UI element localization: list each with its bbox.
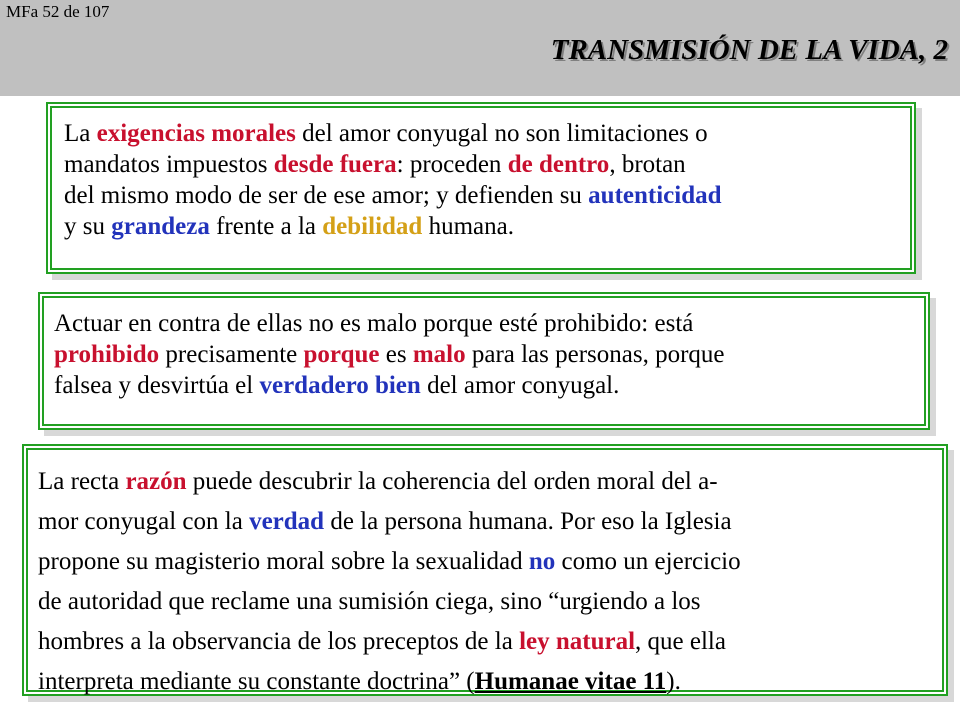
text-run: La recta bbox=[38, 468, 126, 495]
text-run: del mismo modo de ser de ese amor; y defienden su bbox=[64, 182, 589, 209]
text-run: del amor conyugal no son limitaciones o bbox=[295, 120, 708, 147]
citation-humanae-vitae: Humanae vitae 11 bbox=[474, 668, 667, 695]
text-run: es bbox=[379, 341, 413, 368]
text-run: propone su magisterio moral sobre la sexualidad bbox=[38, 548, 529, 575]
text-run: La bbox=[64, 120, 97, 147]
text-run: para las personas, porque bbox=[465, 341, 725, 368]
text-run: falsea y desvirtúa el bbox=[54, 372, 260, 399]
text-box-actuar bbox=[38, 292, 930, 430]
paragraph-exigencias bbox=[64, 118, 898, 242]
text-run: mor conyugal con la bbox=[38, 508, 250, 535]
paragraph-razon bbox=[38, 462, 932, 702]
text-run: del amor conyugal. bbox=[420, 372, 620, 399]
text-run: de la persona humana. Por eso la Iglesia bbox=[324, 508, 732, 535]
text-run: ). bbox=[666, 668, 681, 695]
text-run: Actuar en contra de ellas no es malo porque esté prohibido: está bbox=[54, 310, 694, 337]
text-run: precisamente bbox=[159, 341, 304, 368]
highlight-malo: malo bbox=[412, 341, 466, 368]
slide-counter: MFa 52 de 107 bbox=[6, 2, 110, 21]
highlight-porque: porque bbox=[303, 341, 380, 368]
highlight-verdad: verdad bbox=[249, 508, 325, 535]
text-run: hombres a la observancia de los preceptos de la bbox=[38, 628, 520, 655]
text-run: : proceden bbox=[396, 151, 508, 178]
text-run: como un ejercicio bbox=[555, 548, 741, 575]
slide-title: TRANSMISIÓN DE LA VIDA, 2 bbox=[550, 34, 948, 66]
highlight-razon: razón bbox=[125, 468, 187, 495]
text-run: , brotan bbox=[609, 151, 686, 178]
paragraph-actuar bbox=[54, 308, 914, 401]
highlight-debilidad: debilidad bbox=[322, 213, 423, 240]
text-run: puede descubrir la coherencia del orden moral del a- bbox=[186, 468, 718, 495]
highlight-desde-fuera: desde fuera bbox=[273, 151, 397, 178]
highlight-grandeza: grandeza bbox=[111, 213, 210, 240]
highlight-ley-natural: ley natural bbox=[519, 628, 636, 655]
text-run: , que ella bbox=[635, 628, 726, 655]
highlight-exigencias-morales: exigencias morales bbox=[96, 120, 296, 147]
text-run: mandatos impuestos bbox=[64, 151, 274, 178]
text-run: y su bbox=[64, 213, 112, 240]
text-run: frente a la bbox=[209, 213, 323, 240]
text-box-razon bbox=[22, 444, 948, 696]
slide-header bbox=[0, 0, 960, 96]
highlight-verdadero-bien: verdadero bien bbox=[259, 372, 421, 399]
highlight-de-dentro: de dentro bbox=[507, 151, 610, 178]
highlight-prohibido: prohibido bbox=[54, 341, 160, 368]
text-box-exigencias bbox=[46, 102, 916, 274]
highlight-no: no bbox=[528, 548, 556, 575]
text-run: interpreta mediante su constante doctrina” ( bbox=[38, 668, 475, 695]
highlight-autenticidad: autenticidad bbox=[588, 182, 722, 209]
text-run: de autoridad que reclame una sumisión ciega, sino “urgiendo a los bbox=[38, 588, 701, 615]
text-run: humana. bbox=[422, 213, 514, 240]
